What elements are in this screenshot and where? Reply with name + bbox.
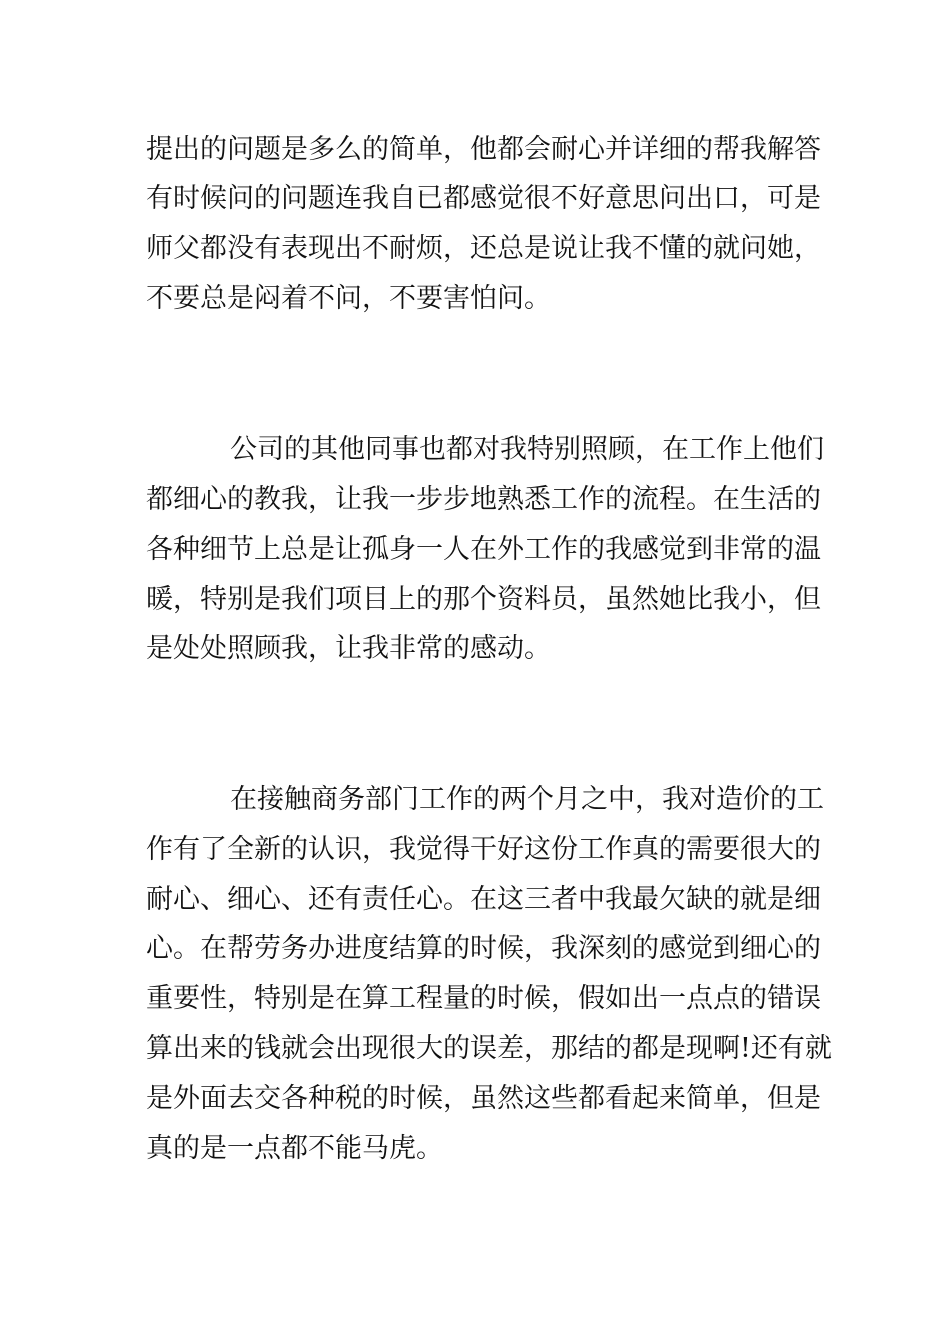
- paragraph-2-line-4: 暖，特别是我们项目上的那个资料员，虽然她比我小，但: [146, 584, 821, 615]
- paragraph-3-line-7: 是外面去交各种税的时候，虽然这些都看起来简单，但是: [146, 1083, 821, 1114]
- paragraph-1-line-2: 有时候问的问题连我自已都感觉很不好意思问出口，可是: [146, 183, 821, 214]
- paragraph-2-line-1: 公司的其他同事也都对我特别照顾，在工作上他们: [230, 434, 824, 465]
- paragraph-1-line-1: 提出的问题是多么的简单，他都会耐心并详细的帮我解答: [146, 134, 821, 165]
- paragraph-2-line-3: 各种细节上总是让孤身一人在外工作的我感觉到非常的温: [146, 534, 821, 565]
- paragraph-2-line-5: 是处处照顾我，让我非常的感动。: [146, 633, 551, 664]
- paragraph-1-line-3: 师父都没有表现出不耐烦，还总是说让我不懂的就问她，: [146, 233, 821, 264]
- paragraph-3-line-6: 算出来的钱就会出现很大的误差，那结的都是现啊!还有就: [146, 1033, 832, 1064]
- paragraph-3-line-4: 心。在帮劳务办进度结算的时候，我深刻的感觉到细心的: [146, 933, 821, 964]
- paragraph-3-line-8: 真的是一点都不能马虎。: [146, 1133, 443, 1164]
- paragraph-1-line-4: 不要总是闷着不问，不要害怕问。: [146, 283, 551, 314]
- paragraph-2-line-2: 都细心的教我，让我一步步地熟悉工作的流程。在生活的: [146, 484, 821, 515]
- paragraph-3-line-3: 耐心、细心、还有责任心。在这三者中我最欠缺的就是细: [146, 884, 821, 915]
- paragraph-3-line-5: 重要性，特别是在算工程量的时候，假如出一点点的错误: [146, 983, 821, 1014]
- paragraph-3-line-2: 作有了全新的认识，我觉得干好这份工作真的需要很大的: [146, 834, 821, 865]
- paragraph-3-line-1: 在接触商务部门工作的两个月之中，我对造价的工: [230, 784, 824, 815]
